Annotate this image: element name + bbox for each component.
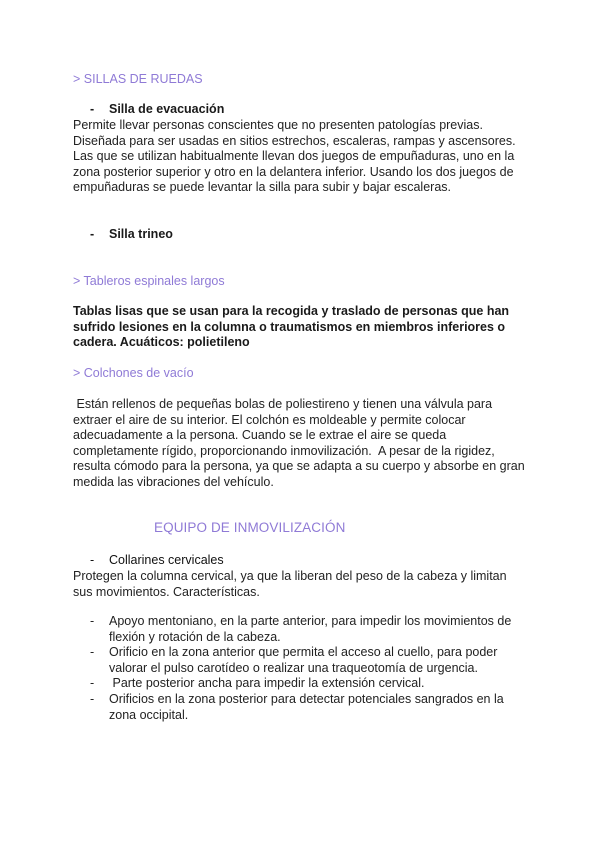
paragraph-colchones: Están rellenos de pequeñas bolas de poliestireno y tienen una válvula para extraer el aire de su interior. El colchón es moldeable y permite colocar adecuadamente a la persona. Cuando se le extrae el aire se queda completamente rígido, proporcionando inmovilización. A pesar de la rigidez, resulta cómodo para la persona, ya que se adapta a su cuerpo y absorbe en gran medida las vibraciones del vehículo. bbox=[73, 397, 529, 489]
bullet-heading-silla-trineo bbox=[90, 227, 173, 241]
paragraph-tableros: Tablas lisas que se usan para la recogida y traslado de personas que han sufrido lesiones en la columna o traumatismos en miembros inferiores o cadera. Acuáticos: polietileno bbox=[73, 304, 510, 350]
list-item-text: Orificios en la zona posterior para detectar potenciales sangrados en la zona occipital. bbox=[109, 691, 504, 722]
bullet-heading-silla-evacuacion bbox=[90, 102, 224, 116]
bullet-title: Silla de evacuación bbox=[109, 102, 225, 116]
paragraph-silla-evacuacion: Permite llevar personas conscientes que no presenten patologías previas. Diseñada para ser usadas en sitios estrechos, escaleras, rampas y ascensores. Las que se utilizan habitualmente llevan dos juegos de empuñaduras, uno en la zona posterior superior y otro en la delantera inferior. Usando los dos juegos de empuñaduras se puede levantar la silla para subir y bajar escaleras. bbox=[73, 118, 516, 195]
section-heading-sillas: > SILLAS DE RUEDAS bbox=[73, 72, 203, 86]
bullet-heading-collarines bbox=[90, 553, 224, 567]
paragraph-collarines: Protegen la columna cervical, ya que la liberan del peso de la cabeza y limitan sus movimientos. Características. bbox=[73, 569, 507, 599]
list-item bbox=[90, 692, 530, 723]
bullet-dash: - bbox=[90, 227, 95, 241]
bullet-dash: - bbox=[90, 691, 95, 706]
list-item bbox=[90, 645, 530, 676]
list-item bbox=[90, 676, 530, 692]
bullet-dash: - bbox=[90, 553, 95, 567]
section-heading-colchones: > Colchones de vacío bbox=[73, 366, 194, 380]
list-item-text: Parte posterior ancha para impedir la extensión cervical. bbox=[109, 676, 425, 691]
list-item-text: Orificio en la zona anterior que permita el acceso al cuello, para poder valorar el pulso carotídeo o realizar una traqueotomía de urgencia. bbox=[109, 645, 498, 675]
section-heading-tableros: > Tableros espinales largos bbox=[73, 274, 225, 288]
bullet-dash: - bbox=[90, 102, 95, 116]
bullet-dash: - bbox=[90, 614, 95, 628]
section-title-equipo-inmovilizacion: EQUIPO DE INMOVILIZACIÓN bbox=[154, 520, 346, 535]
bullet-dash: - bbox=[90, 676, 95, 691]
list-item-text: Apoyo mentoniano, en la parte anterior, para impedir los movimientos de flexión y rotación de la cabeza. bbox=[109, 614, 512, 644]
bullet-title: Collarines cervicales bbox=[109, 553, 224, 567]
list-item bbox=[90, 614, 530, 645]
bullet-title: Silla trineo bbox=[109, 227, 173, 241]
collarines-features-list bbox=[90, 614, 530, 723]
bullet-dash: - bbox=[90, 645, 95, 660]
